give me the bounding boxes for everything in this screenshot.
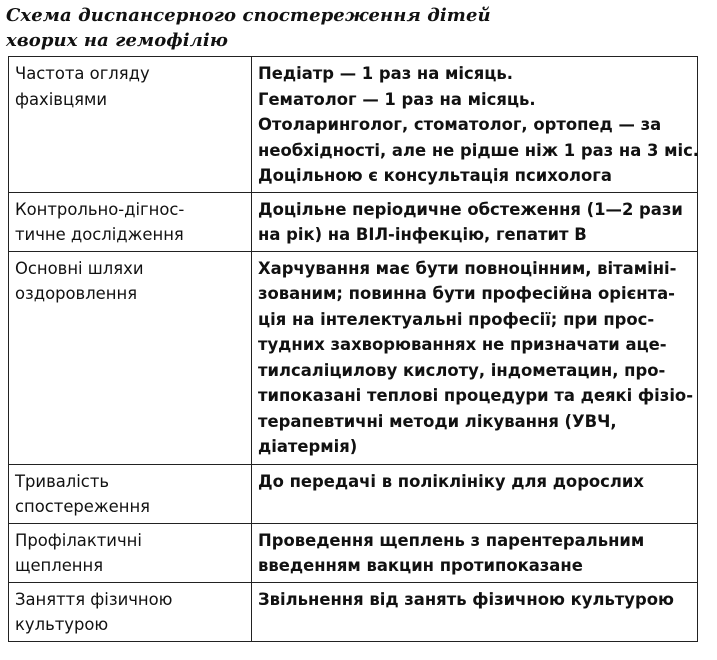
title-line-1: Схема диспансерного спостереження дітей (6, 5, 491, 26)
row-label-cell (9, 57, 252, 193)
row-content-cell (252, 251, 698, 464)
row-content-line: Гематолог — 1 раз на місяць. (258, 89, 536, 109)
row-label-line: Профілактичні (15, 530, 142, 550)
row-content-line: терапевтичні методи лікування (УВЧ, (258, 411, 617, 431)
row-content-line: необхідності, але не рідше ніж 1 раз на 3 міс. (258, 140, 700, 160)
row-label-cell (9, 523, 252, 582)
row-label-cell (9, 464, 252, 523)
row-content-line: Звільнення від занять фізичною культурою (258, 589, 674, 609)
row-content-line: ція на інтелектуальні професії; при прос- (258, 309, 655, 329)
table-row (9, 464, 698, 523)
row-content-line: Отоларинголог, стоматолог, ортопед — за (258, 115, 662, 134)
row-content-line: типоказані теплові процедури та деякі фізіо- (258, 386, 693, 405)
row-label-line: культурою (15, 615, 109, 634)
table-row (9, 523, 698, 582)
row-content-line: введенням вакцин протипоказане (258, 556, 583, 575)
row-content-line: Доцільною є консультація психолога (258, 166, 612, 185)
row-content-cell (252, 582, 698, 641)
row-label-line: Контрольно-дігнос- (15, 199, 185, 219)
row-label-line: тичне дослідження (15, 225, 184, 244)
row-content-line: Доцільне періодичне обстеження (1—2 рази (258, 199, 683, 219)
table-row (9, 57, 698, 193)
row-content-line: Проведення щеплень з парентеральним (258, 530, 645, 550)
row-label-line: фахівцями (15, 89, 108, 109)
row-content-line: тилсаліцилову кислоту, індометацин, про- (258, 360, 666, 380)
row-content-line: Харчування має бути повноцінним, вітаміні- (258, 258, 677, 278)
document-title (6, 3, 706, 53)
row-content-cell (252, 523, 698, 582)
row-label-line: Основні шляхи (15, 258, 144, 278)
row-content-cell (252, 464, 698, 523)
row-content-line: на рік) на ВІЛ-інфекцію, гепатит В (258, 225, 587, 244)
row-label-line: Тривалість (15, 471, 110, 491)
row-label-line: спостереження (15, 497, 151, 516)
row-label-line: щеплення (15, 556, 104, 575)
row-content-line: діатермія) (258, 437, 358, 456)
row-content-line: До передачі в поліклініку для дорослих (258, 471, 644, 491)
row-label-cell (9, 582, 252, 641)
table-row (9, 251, 698, 464)
row-content-line: зованим; повинна бути професійна орієнта- (258, 284, 675, 303)
table-row (9, 582, 698, 641)
title-line-2: хворих на гемофілію (6, 30, 228, 51)
table-row (9, 192, 698, 251)
row-label-cell (9, 251, 252, 464)
row-content-line: Педіатр — 1 раз на місяць. (258, 64, 514, 83)
row-content-line: тудних захворюваннях не призначати аце- (258, 335, 667, 354)
row-label-line: Частота огляду (15, 64, 150, 83)
row-content-cell (252, 57, 698, 193)
row-content-cell (252, 192, 698, 251)
dispensary-scheme-table (8, 56, 698, 642)
row-label-line: Заняття фізичною (15, 589, 173, 609)
row-label-cell (9, 192, 252, 251)
row-label-line: оздоровлення (15, 284, 138, 303)
